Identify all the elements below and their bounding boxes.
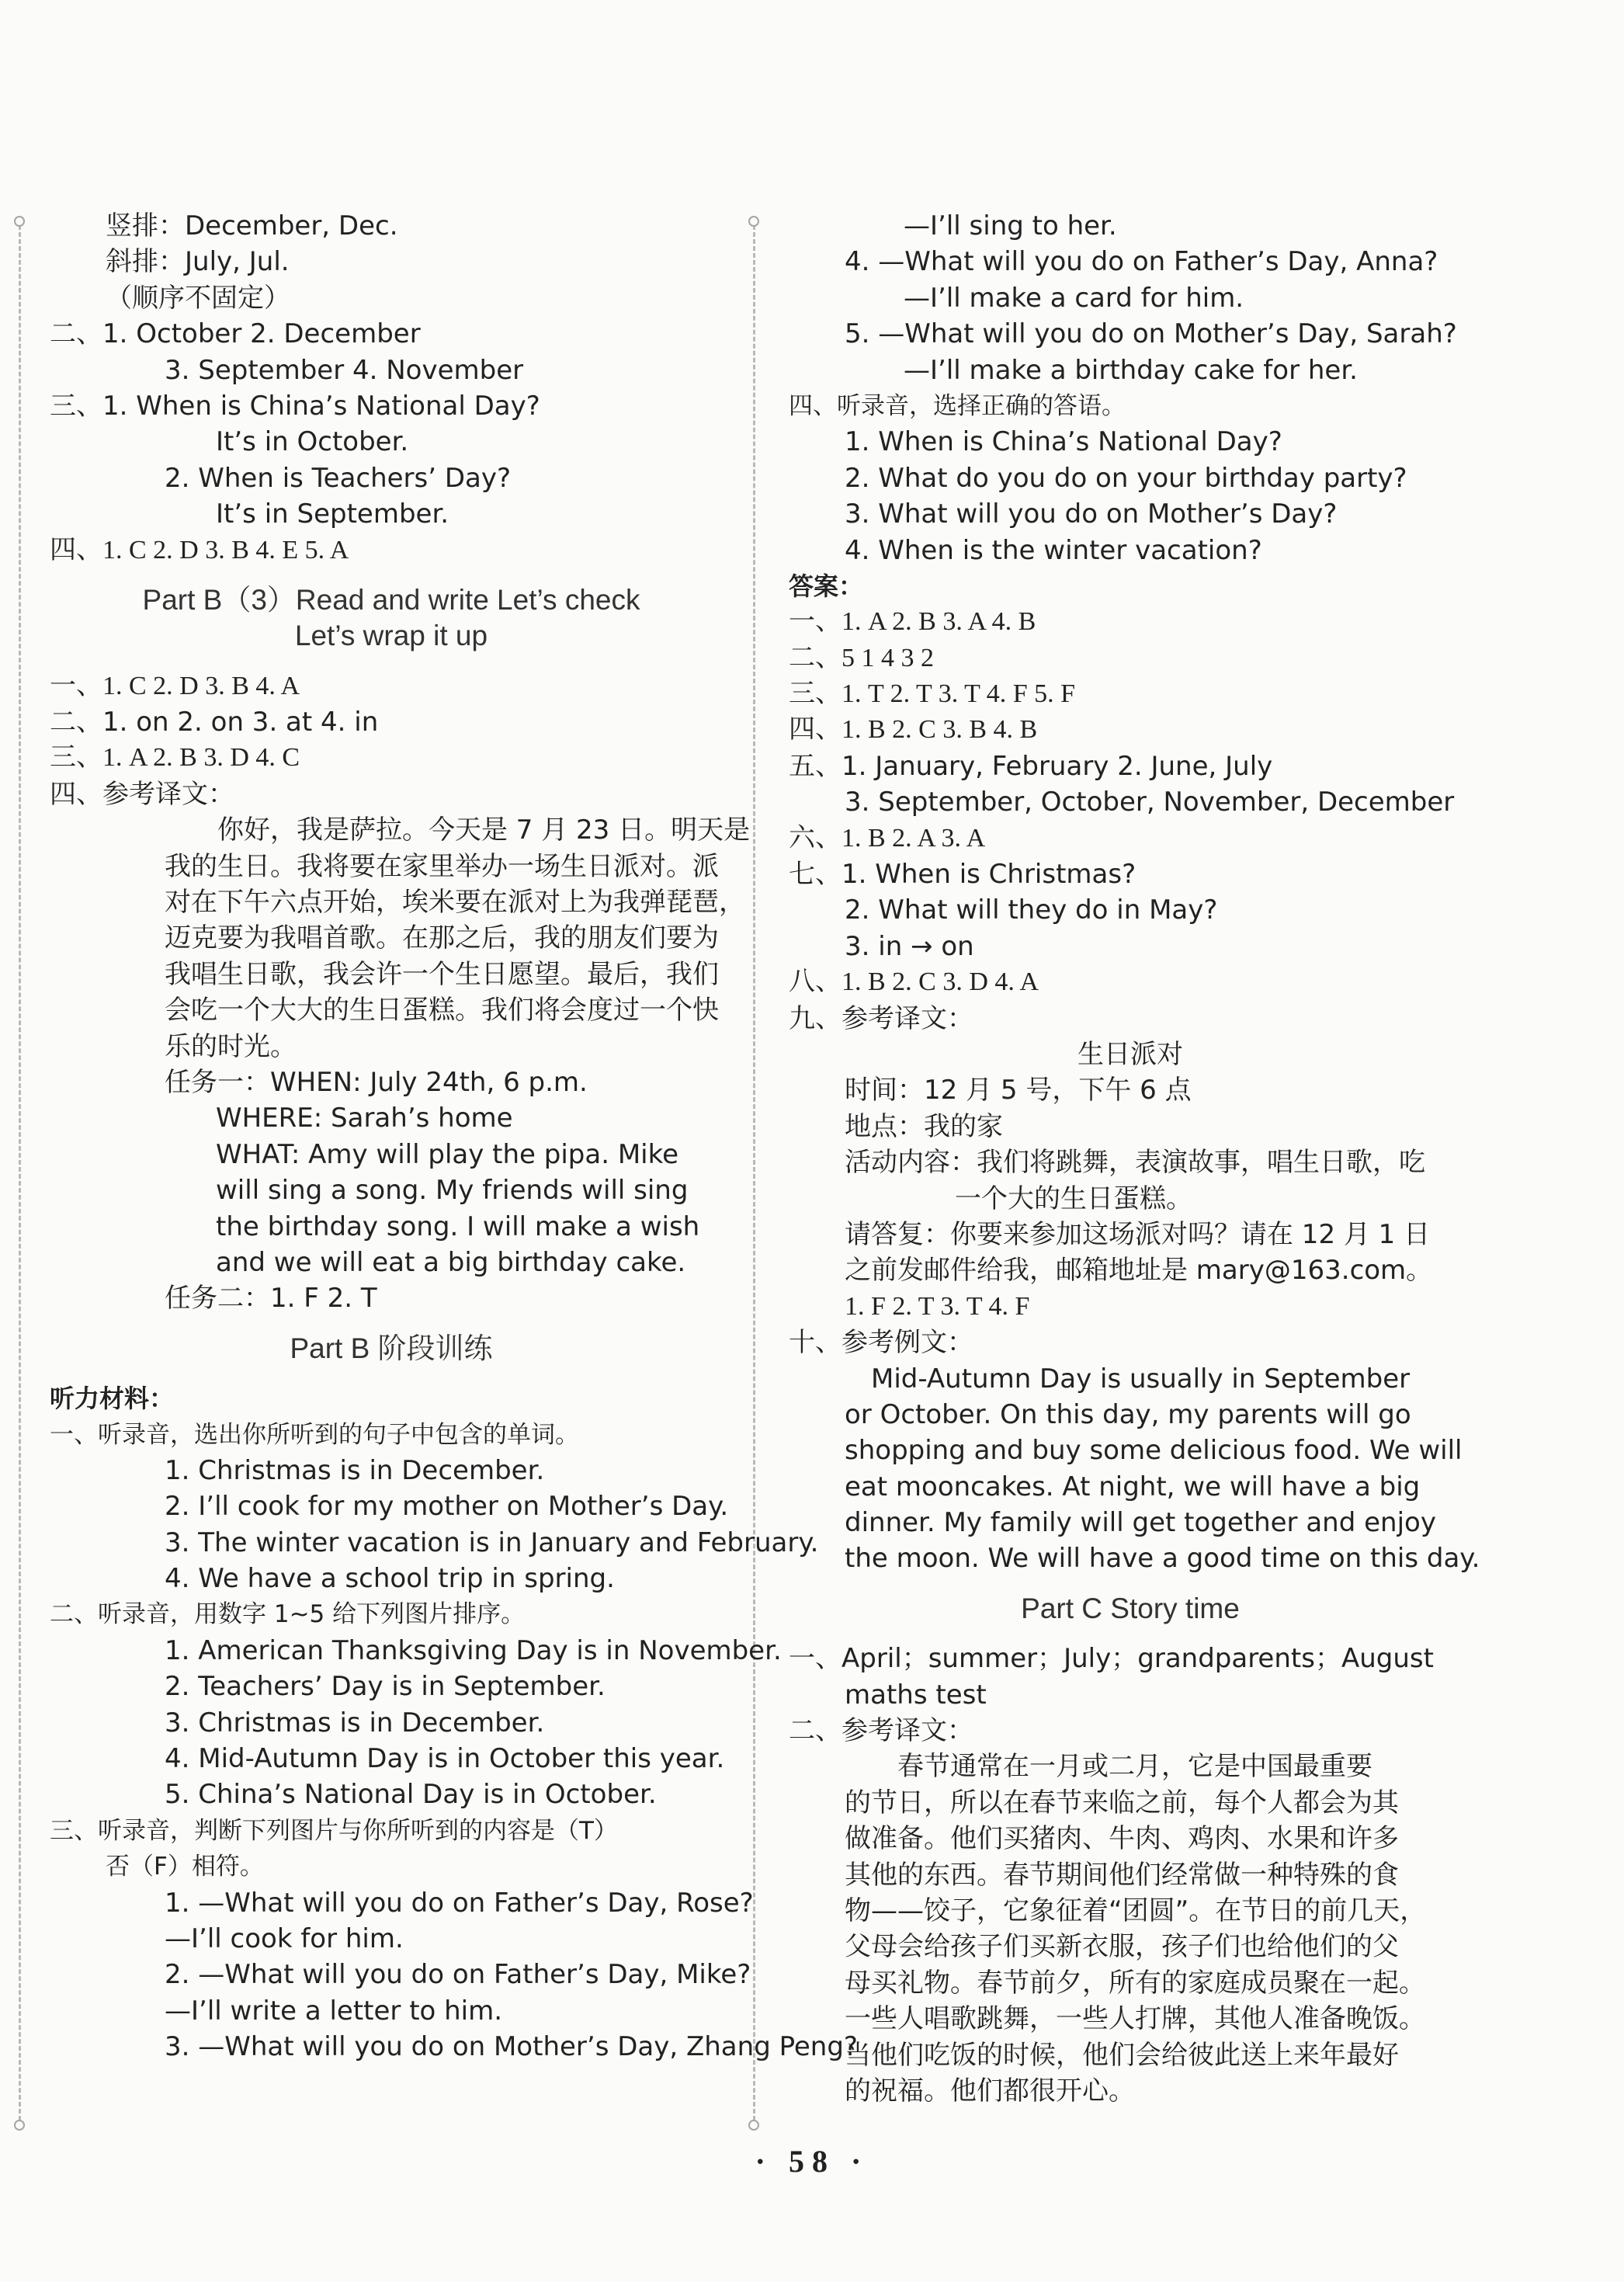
- text-line: 1. F 2. T 3. T 4. F: [845, 1291, 1030, 1321]
- text-line: 物——饺子，它象征着“团圆”。在节日的前几天，: [845, 1895, 1427, 1926]
- text-line: dinner. My family will get together and enjoy: [845, 1507, 1436, 1539]
- text-line: the birthday song. I will make a wish: [216, 1210, 700, 1242]
- text-line: 一个大的生日蛋糕。: [955, 1183, 1192, 1214]
- spacer: [50, 655, 733, 669]
- text-line: 任务一：WHEN: July 24th, 6 p.m.: [165, 1066, 588, 1098]
- text-line: 的节日，所以在春节来临之前，每个人都会为其: [845, 1787, 1399, 1818]
- text-line: 答案：: [789, 571, 864, 601]
- text-line: 5. —What will you do on Mother’s Day, Sarah?: [845, 318, 1457, 350]
- text-line: 二、听录音，用数字 1~5 给下列图片排序。: [50, 1600, 526, 1629]
- text-line: 二、1. on 2. on 3. at 4. in: [50, 707, 379, 738]
- text-line: 九、参考译文：: [789, 1002, 973, 1034]
- left-binding-line: [19, 225, 21, 2127]
- spacer: [50, 1367, 733, 1381]
- text-line: maths test: [845, 1679, 987, 1711]
- text-line: the moon. We will have a good time on this day.: [845, 1543, 1480, 1575]
- text-line: —I’ll cook for him.: [165, 1923, 404, 1954]
- text-line: 请答复：你要来参加这场派对吗？请在 12 月 1 日: [845, 1218, 1431, 1250]
- text-line: 3. Christmas is in December.: [165, 1707, 545, 1738]
- text-line: 听力材料：: [50, 1384, 175, 1414]
- spacer: [789, 1627, 1472, 1641]
- text-line: 我的生日。我将要在家里举办一场生日派对。派: [165, 850, 719, 882]
- text-line: 一、April；summer；July；grandparents；August: [789, 1643, 1434, 1675]
- text-line: 5. China’s National Day is in October.: [165, 1779, 657, 1811]
- page-number: · 58 ·: [755, 2144, 869, 2179]
- text-line: 其他的东西。春节期间他们经常做一种特殊的食: [845, 1859, 1399, 1891]
- text-line: 3. What will you do on Mother’s Day?: [845, 498, 1338, 530]
- text-line: 做准备。他们买猪肉、牛肉、鸡肉、水果和许多: [845, 1823, 1399, 1855]
- text-line: —I’ll write a letter to him.: [165, 1995, 503, 2027]
- text-line: 迈克要为我唱首歌。在那之后，我的朋友们要为: [165, 922, 719, 954]
- left-binding-dot-bottom: [14, 2120, 25, 2131]
- text-line: （顺序不固定）: [106, 282, 290, 314]
- text-line: 二、5 1 4 3 2: [789, 643, 934, 672]
- text-line: 2. —What will you do on Father’s Day, Mike?: [165, 1959, 751, 1991]
- text-line: 2. Teachers’ Day is in September.: [165, 1671, 606, 1703]
- text-line: 4. When is the winter vacation?: [845, 534, 1262, 566]
- text-line: 斜排：July, Jul.: [106, 246, 290, 278]
- text-line: 三、1. When is China’s National Day?: [50, 390, 540, 422]
- right-column: [789, 208, 1480, 2109]
- text-line: 3. September, October, November, December: [845, 787, 1455, 818]
- text-line: 竖排：December, Dec.: [106, 210, 398, 241]
- text-line: 你好，我是萨拉。今天是 7 月 23 日。明天是: [165, 815, 751, 846]
- text-line: shopping and buy some delicious food. We will: [845, 1435, 1463, 1467]
- text-line: 一、1. C 2. D 3. B 4. A: [50, 671, 300, 700]
- text-line: 七、1. When is Christmas?: [789, 859, 1136, 891]
- text-line: It’s in October.: [216, 426, 409, 458]
- text-line: 的祝福。他们都很开心。: [845, 2075, 1135, 2107]
- text-line: 1. American Thanksgiving Day is in November.: [165, 1634, 782, 1666]
- spacer: [789, 1577, 1472, 1591]
- text-line: 对在下午六点开始，埃米要在派对上为我弹琵琶，: [165, 887, 745, 919]
- section-heading: Part B（3）Read and write Let’s check: [142, 583, 640, 616]
- text-line: 父母会给孩子们买新衣服，孩子们也给他们的父: [845, 1931, 1399, 1963]
- text-line: 2. What do you do on your birthday party?: [845, 462, 1407, 494]
- text-line: will sing a song. My friends will sing: [216, 1175, 689, 1207]
- center-binding-dot-bottom: [748, 2120, 759, 2131]
- text-line: 二、1. October 2. December: [50, 318, 421, 350]
- text-line: eat mooncakes. At night, we will have a big: [845, 1471, 1421, 1502]
- text-line: 五、1. January, February 2. June, July: [789, 750, 1273, 782]
- text-line: 4. We have a school trip in spring.: [165, 1563, 615, 1595]
- text-line: 八、1. B 2. C 3. D 4. A: [789, 967, 1039, 997]
- text-line: It’s in September.: [216, 498, 449, 530]
- text-line: 任务二：1. F 2. T: [165, 1283, 377, 1315]
- text-line: 之前发邮件给我，邮箱地址是 mary@163.com。: [845, 1255, 1433, 1287]
- text-line: 春节通常在一月或二月，它是中国最重要: [845, 1751, 1372, 1783]
- text-line: 2. I’ll cook for my mother on Mother’s Day.: [165, 1491, 729, 1523]
- left-binding-dot-top: [14, 216, 25, 227]
- text-line: 四、听录音，选择正确的答语。: [789, 391, 1126, 420]
- text-line: 六、1. B 2. A 3. A: [789, 823, 986, 853]
- text-line: 1. —What will you do on Father’s Day, Rose?: [165, 1887, 754, 1919]
- text-line: 会吃一个大大的生日蛋糕。我们将会度过一个快: [165, 995, 719, 1026]
- text-line: —I’ll make a card for him.: [904, 282, 1244, 314]
- text-line: 一、1. A 2. B 3. A 4. B: [789, 607, 1036, 637]
- text-line: WHERE: Sarah’s home: [216, 1103, 513, 1134]
- text-line: and we will eat a big birthday cake.: [216, 1246, 686, 1278]
- text-line: 3. in → on: [845, 930, 974, 962]
- text-line: 当他们吃饭的时候，他们会给彼此送上来年最好: [845, 2039, 1399, 2071]
- text-line: Mid-Autumn Day is usually in September: [845, 1363, 1411, 1395]
- section-heading: Part C Story time: [1021, 1592, 1240, 1624]
- text-line: 1. Christmas is in December.: [165, 1454, 545, 1486]
- center-binding-dot-top: [748, 216, 759, 227]
- text-line: 三、听录音，判断下列图片与你所听到的内容是（T）: [50, 1816, 618, 1845]
- text-line: 2. When is Teachers’ Day?: [165, 462, 512, 494]
- section-heading: Let’s wrap it up: [294, 620, 488, 652]
- text-line: 四、1. B 2. C 3. B 4. B: [789, 715, 1038, 745]
- text-line: 生日派对: [1077, 1038, 1183, 1070]
- spacer: [50, 1317, 733, 1331]
- text-line: 母买礼物。春节前夕，所有的家庭成员聚在一起。: [845, 1967, 1425, 1999]
- text-line: WHAT: Amy will play the pipa. Mike: [216, 1138, 678, 1170]
- text-line: —I’ll make a birthday cake for her.: [904, 354, 1358, 386]
- center-binding-line: [753, 225, 755, 2127]
- text-line: 地点：我的家: [845, 1110, 1003, 1142]
- text-line: 十、参考例文：: [789, 1327, 973, 1359]
- text-line: 3. —What will you do on Mother’s Day, Zhang Peng?: [165, 2031, 858, 2063]
- text-line: 否（F）相符。: [106, 1853, 264, 1881]
- text-line: 三、1. A 2. B 3. D 4. C: [50, 743, 300, 773]
- text-line: 一些人唱歌跳舞，一些人打牌，其他人准备晚饭。: [845, 2003, 1425, 2035]
- text-line: 时间：12 月 5 号，下午 6 点: [845, 1075, 1192, 1106]
- text-line: 1. When is China’s National Day?: [845, 426, 1282, 458]
- text-line: 4. Mid-Autumn Day is in October this year.: [165, 1743, 725, 1775]
- text-line: or October. On this day, my parents will go: [845, 1398, 1411, 1430]
- text-line: —I’ll sing to her.: [904, 210, 1117, 241]
- spacer: [50, 568, 733, 582]
- text-line: 乐的时光。: [165, 1030, 297, 1062]
- text-line: 一、听录音，选出你所听到的句子中包含的单词。: [50, 1420, 579, 1449]
- text-line: 4. —What will you do on Father’s Day, Anna?: [845, 246, 1438, 278]
- text-line: 二、参考译文：: [789, 1715, 973, 1747]
- text-line: 3. The winter vacation is in January and February.: [165, 1527, 819, 1558]
- text-line: 我唱生日歌，我会许一个生日愿望。最后，我们: [165, 958, 719, 990]
- text-line: 四、参考译文：: [50, 778, 234, 810]
- text-line: 3. September 4. November: [165, 354, 524, 386]
- text-line: 活动内容：我们将跳舞，表演故事，唱生日歌，吃: [845, 1147, 1425, 1179]
- section-heading: Part B 阶段训练: [290, 1332, 493, 1364]
- text-line: 四、1. C 2. D 3. B 4. E 5. A: [50, 535, 349, 564]
- text-line: 2. What will they do in May?: [845, 894, 1218, 926]
- text-line: 三、1. T 2. T 3. T 4. F 5. F: [789, 679, 1076, 709]
